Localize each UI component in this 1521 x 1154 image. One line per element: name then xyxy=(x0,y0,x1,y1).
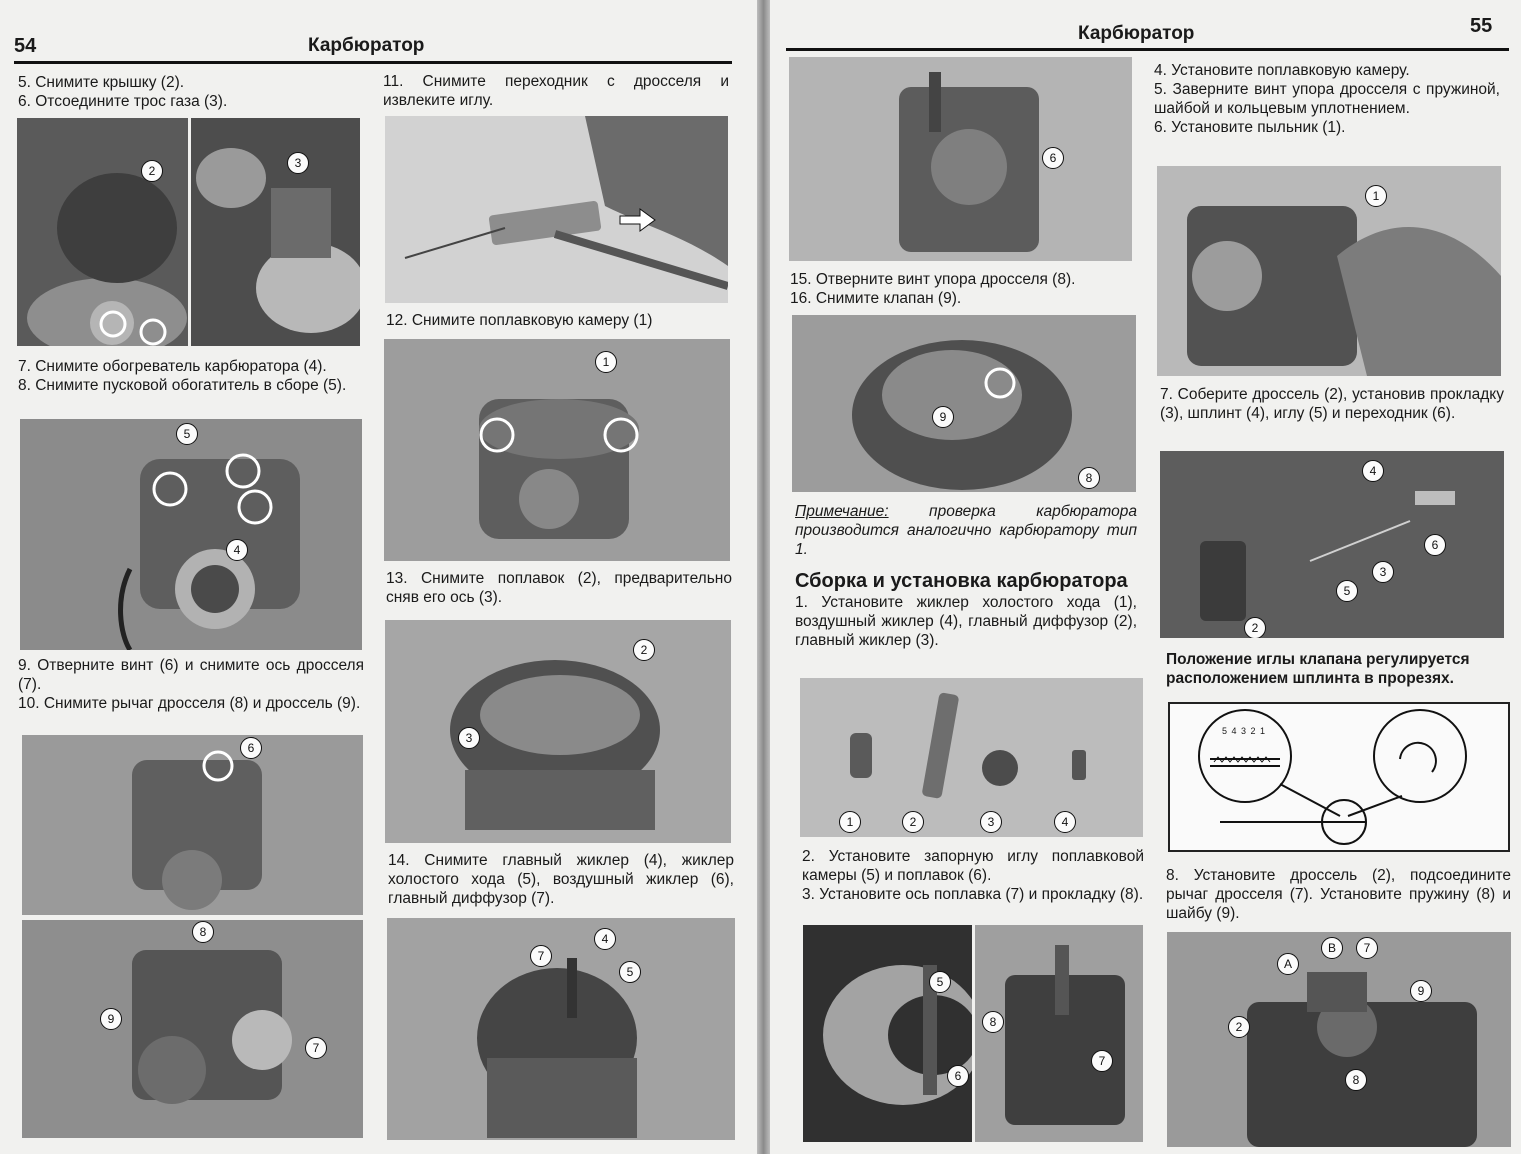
text-steps-15-16: 15. Отверните винт упора дросселя (8). 16. Снимите клапан (9). xyxy=(790,271,1076,307)
callout: 2 xyxy=(141,160,163,182)
callout: 2 xyxy=(1244,617,1266,638)
photo-throttle-assembly xyxy=(1167,932,1511,1147)
callout: 7 xyxy=(1356,937,1378,959)
header-rule xyxy=(14,61,732,64)
photo-float-chamber xyxy=(384,339,730,561)
photo-shaft xyxy=(22,735,363,915)
callout: 4 xyxy=(1362,460,1384,482)
right-page xyxy=(770,0,1521,1154)
callout: 9 xyxy=(932,406,954,428)
text-step-13: 13. Снимите поплавок (2), предварительно сняв его ось (3). xyxy=(386,570,732,606)
callout: 4 xyxy=(1054,811,1076,833)
binding-gutter xyxy=(757,0,770,1154)
callout: 5 xyxy=(929,971,951,993)
callout: 6 xyxy=(947,1065,969,1087)
text-step-11: 11. Снимите переходник с дросселя и извлеките иглу. xyxy=(383,73,729,109)
callout: 3 xyxy=(980,811,1002,833)
callout: 8 xyxy=(1345,1069,1367,1091)
section-title: Сборка и установка карбюратора xyxy=(795,570,1128,592)
text-note: Примечание: проверка карбюратора производится аналогично карбюратору тип 1. xyxy=(795,503,1137,558)
photo-jet-parts xyxy=(800,678,1143,837)
callout: 2 xyxy=(633,639,655,661)
page-number: 55 xyxy=(1470,15,1493,37)
callout: B xyxy=(1321,937,1343,959)
photo-needle xyxy=(385,116,728,303)
text-steps-5-6: 5. Снимите крышку (2). 6. Отсоедините трос газа (3). xyxy=(18,74,228,110)
callout: 1 xyxy=(839,811,861,833)
callout: 7 xyxy=(305,1037,327,1059)
photo-cover xyxy=(17,118,188,346)
photo-throttle-cable xyxy=(191,118,360,346)
text-assembly-2-3: 2. Установите запорную иглу поплавковой камеры (5) и поплавок (6). 3. Установите ось поплавка (7) и прокладку (8). xyxy=(802,848,1144,903)
callout: 4 xyxy=(594,928,616,950)
callout: 1 xyxy=(595,351,617,373)
callout: A xyxy=(1277,953,1299,975)
photo-valve xyxy=(792,315,1136,492)
callout: 4 xyxy=(226,539,248,561)
text-steps-9-10: 9. Отверните винт (6) и снимите ось дросселя (7). 10. Снимите рычаг дросселя (8) и дроссель (9). xyxy=(18,657,364,712)
photo-float xyxy=(385,620,731,843)
callout: 2 xyxy=(1228,1016,1250,1038)
callout: 3 xyxy=(1372,561,1394,583)
callout: 1 xyxy=(1365,185,1387,207)
photo-jets xyxy=(387,918,735,1140)
text-needle-note: Положение иглы клапана регулируется расположением шплинта в прорезях. xyxy=(1166,651,1470,687)
callout: 6 xyxy=(1424,534,1446,556)
callout: 5 xyxy=(176,423,198,445)
page-number: 54 xyxy=(14,35,37,57)
callout: 9 xyxy=(100,1008,122,1030)
callout: 5 xyxy=(619,961,641,983)
text-assembly: Сборка и установка карбюратора 1. Установите жиклер холостого хода (1), воздушный жиклер (4), главный диффузор (2), главный жиклер (3). xyxy=(795,570,1137,649)
text-step-12: 12. Снимите поплавковую камеру (1) xyxy=(386,312,653,329)
callout: 8 xyxy=(982,1011,1004,1033)
callout: 7 xyxy=(530,945,552,967)
callout: 7 xyxy=(1091,1050,1113,1072)
callout: 6 xyxy=(1042,147,1064,169)
photo-float-needle xyxy=(803,925,972,1142)
photo-float-axis xyxy=(975,925,1143,1142)
running-title: Карбюратор xyxy=(1078,23,1195,44)
callout: 3 xyxy=(458,727,480,749)
callout: 3 xyxy=(287,152,309,174)
photo-throttle-lever xyxy=(22,920,363,1138)
text-step-14: 14. Снимите главный жиклер (4), жиклер холостого хода (5), воздушный жиклер (6), главный диффузор (7). xyxy=(388,852,734,907)
text-step-8: 8. Установите дроссель (2), подсоедините рычаг дросселя (7). Установите пружину (8) и шайбу (9). xyxy=(1166,867,1511,922)
diagram-scale-label: 5 4 3 2 1 xyxy=(1222,726,1267,736)
text-steps-7-8: 7. Снимите обогреватель карбюратора (4). 8. Снимите пусковой обогатитель в сборе (5). xyxy=(18,358,347,394)
callout: 8 xyxy=(1078,467,1100,489)
callout: 2 xyxy=(902,811,924,833)
photo-dust-boot xyxy=(1157,166,1501,376)
photo-throttle-parts xyxy=(1160,451,1504,638)
photo-body-screw xyxy=(789,57,1132,261)
text-step-7: 7. Соберите дроссель (2), установив прокладку (3), шплинт (4), иглу (5) и переходник (6). xyxy=(1160,386,1504,422)
callout: 6 xyxy=(240,737,262,759)
photo-starter xyxy=(20,419,362,650)
callout: 8 xyxy=(192,921,214,943)
callout: 9 xyxy=(1410,980,1432,1002)
text-steps-4-6: 4. Установите поплавковую камеру. 5. Заверните винт упора дросселя с пружиной, шайбой и кольцевым уплотнением. 6. Установите пыльник (1). xyxy=(1154,62,1500,136)
running-title: Карбюратор xyxy=(308,35,425,56)
needle-clip-diagram xyxy=(1168,702,1510,852)
left-page xyxy=(0,0,757,1154)
header-rule xyxy=(786,48,1509,51)
callout: 5 xyxy=(1336,580,1358,602)
